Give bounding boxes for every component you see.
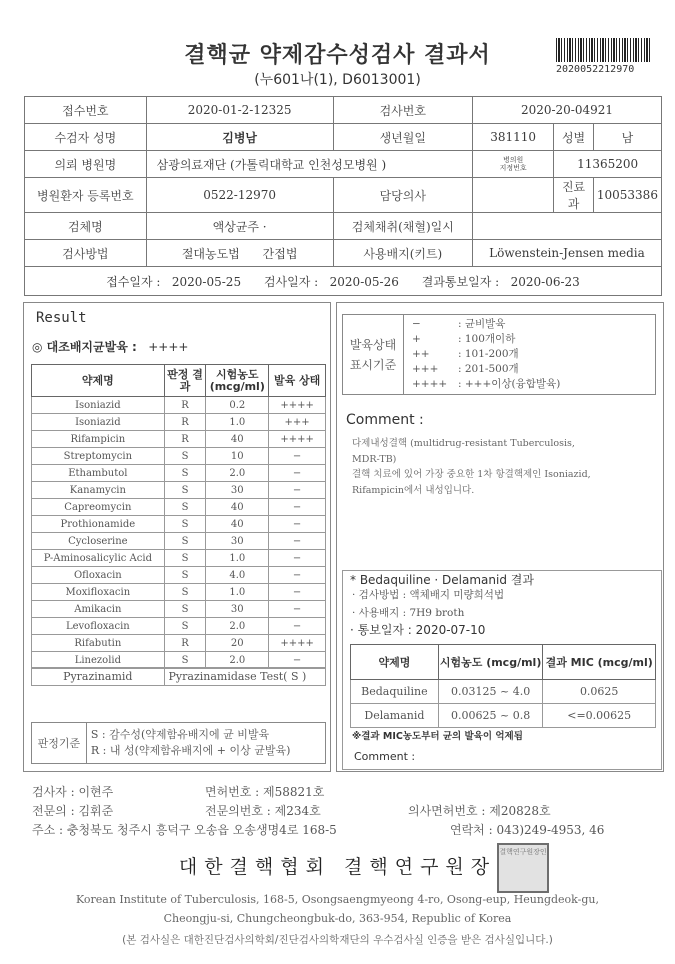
drug-result: S (164, 533, 206, 550)
bd-mic: 0.0625 (543, 680, 656, 704)
table-row (32, 567, 326, 584)
drug-susceptibility-table (31, 364, 326, 669)
drug-concentration: 2.0 (206, 652, 269, 669)
growth-symbol: + (412, 333, 421, 345)
growth-description: : 100개이하 (458, 333, 516, 345)
drug-growth: − (269, 618, 326, 635)
growth-criteria-label: 발육상태 표시기준 (343, 315, 404, 395)
drug-result: S (164, 584, 206, 601)
patient-reg-label: 병원환자 등록번호 (25, 178, 147, 213)
table-row (32, 652, 326, 669)
table-row (351, 680, 656, 704)
table-row (32, 465, 326, 482)
certification-note: (본 검사실은 대한진단검사의학회/진단검사의학재단의 우수검사실 인증을 받은 검사실입니다.) (122, 934, 553, 946)
sex-value: 남 (593, 124, 661, 151)
receipt-no: 2020-01-2-12325 (146, 97, 333, 124)
doctor-value (472, 178, 553, 213)
drug-growth: − (269, 482, 326, 499)
receipt-no-label: 접수번호 (25, 97, 147, 124)
drug-growth: − (269, 601, 326, 618)
comment-text: 다제내성결핵 (multidrug-resistant Tuberculosis, MDR-TB) 결핵 치료에 있어 가장 중요한 1차 항결핵제인 Isoniazid, Rifampicin에서 내성입니다. (352, 438, 591, 496)
drug-result: S (164, 516, 206, 533)
birth-label: 생년월일 (333, 124, 472, 151)
growth-criteria-item (412, 317, 647, 332)
medium-value: Löwenstein-Jensen media (472, 240, 661, 267)
test-no-label: 검사번호 (333, 97, 472, 124)
report-date-label: 결과통보일자 : (421, 274, 500, 289)
col-concentration: 시험농도 (mcg/ml) (206, 365, 269, 397)
collect-label: 검체채취(채혈)일시 (333, 213, 472, 240)
drug-result: S (164, 618, 206, 635)
hospital-code: 11365200 (554, 151, 662, 178)
col-growth: 발육 상태 (269, 365, 326, 397)
growth-symbol: ++ (412, 348, 430, 360)
patient-info-table (24, 96, 662, 296)
drug-name: Moxifloxacin (32, 584, 165, 601)
table-row (32, 397, 326, 414)
table-row (32, 414, 326, 431)
drug-concentration: 30 (206, 601, 269, 618)
specimen-value: 액상균주 · (146, 213, 333, 240)
drug-result: R (164, 397, 206, 414)
table-row (32, 482, 326, 499)
bd-drug: Delamanid (351, 704, 439, 728)
col-drug: 약제명 (32, 365, 165, 397)
hospital-code-label: 병의원 지정번호 (472, 151, 553, 178)
comment-title: Comment : (346, 412, 424, 428)
drug-name: Cycloserine (32, 533, 165, 550)
institute-name: 대한결핵협회 결핵연구원장 (178, 856, 497, 878)
drug-concentration: 1.0 (206, 414, 269, 431)
drug-result: S (164, 567, 206, 584)
table-row (32, 448, 326, 465)
drug-result: S (164, 550, 206, 567)
patient-reg-no: 0522-12970 (146, 178, 333, 213)
barcode-image (556, 38, 652, 62)
table-row (32, 499, 326, 516)
drug-growth: − (269, 567, 326, 584)
drug-result: S (164, 601, 206, 618)
drug-concentration: 4.0 (206, 567, 269, 584)
drug-concentration: 20 (206, 635, 269, 652)
drug-concentration: 1.0 (206, 584, 269, 601)
growth-criteria-item (412, 377, 647, 392)
drug-name: Rifabutin (32, 635, 165, 652)
address-en-2: Cheongju-si, Chungcheongbuk-do, 363-954, Republic of Korea (163, 912, 512, 925)
bd-col-range: 시험농도 (mcg/ml) (438, 645, 543, 680)
growth-criteria-list (404, 315, 656, 395)
drug-name: Amikacin (32, 601, 165, 618)
method-label: 검사방법 (25, 240, 147, 267)
table-row (32, 431, 326, 448)
test-no: 2020-20-04921 (472, 97, 661, 124)
drug-concentration: 1.0 (206, 550, 269, 567)
drug-name: Kanamycin (32, 482, 165, 499)
growth-symbol: − (412, 318, 421, 330)
bd-comment: Comment : (354, 750, 416, 763)
growth-criteria-table (342, 314, 656, 395)
document-title: 결핵균 약제감수성검사 결과서 (184, 43, 491, 68)
criteria-table (31, 722, 326, 764)
bd-note: ※결과 MIC농도부터 균의 발육이 억제됨 (352, 731, 523, 742)
table-row (32, 618, 326, 635)
bd-range: 0.03125 ~ 4.0 (438, 680, 543, 704)
bd-range: 0.00625 ~ 0.8 (438, 704, 543, 728)
drug-concentration: 40 (206, 499, 269, 516)
pyrazinamide-test: Pyrazinamidase Test( S ) (164, 668, 325, 686)
medium-label: 사용배지(키트) (333, 240, 472, 267)
drug-growth: − (269, 533, 326, 550)
table-row (32, 635, 326, 652)
bd-method: · 검사방법 : 액체배지 미량희석법 (352, 589, 505, 601)
drug-name: P-Aminosalicylic Acid (32, 550, 165, 567)
drug-growth: − (269, 465, 326, 482)
table-row (32, 584, 326, 601)
drug-result: S (164, 448, 206, 465)
drug-concentration: 2.0 (206, 465, 269, 482)
table-row (32, 550, 326, 567)
test-date: 2020-05-26 (329, 274, 399, 289)
drug-growth: − (269, 516, 326, 533)
result-title: Result (36, 310, 87, 326)
drug-concentration: 2.0 (206, 618, 269, 635)
bd-mic: <=0.00625 (543, 704, 656, 728)
drug-result: S (164, 499, 206, 516)
table-row (351, 704, 656, 728)
report-date: 2020-06-23 (510, 274, 580, 289)
bd-drug: Bedaquiline (351, 680, 439, 704)
test-date-label: 검사일자 : (263, 274, 319, 289)
criteria-r: R : 내 성(약제함유배지에 + 이상 균발육) (90, 744, 291, 757)
receipt-date: 2020-05-25 (171, 274, 242, 289)
address: 주소 : 충청북도 청주시 흥덕구 오송읍 오송생명4로 168-5 (32, 823, 337, 837)
growth-description: : 201-500개 (458, 363, 519, 375)
dates-row (25, 267, 662, 296)
doctor-label: 담당의사 (333, 178, 472, 213)
drug-concentration: 0.2 (206, 397, 269, 414)
pyrazinamide-label: Pyrazinamid (32, 668, 165, 686)
bd-col-mic: 결과 MIC (mcg/ml) (543, 645, 656, 680)
license-no: 면허번호 : 제58821호 (205, 785, 325, 799)
sex-label: 성별 (554, 124, 594, 151)
drug-growth: ++++ (269, 635, 326, 652)
drug-name: Isoniazid (32, 397, 165, 414)
control-growth-value: ++++ (148, 340, 189, 354)
doctor-license-no: 의사면허번호 : 제20828호 (408, 804, 551, 818)
drug-growth: − (269, 448, 326, 465)
drug-concentration: 30 (206, 533, 269, 550)
drug-result: R (164, 431, 206, 448)
drug-name: Prothionamide (32, 516, 165, 533)
drug-concentration: 30 (206, 482, 269, 499)
drug-growth: − (269, 499, 326, 516)
department-label: 진료과 (554, 178, 594, 213)
criteria-text (86, 723, 325, 764)
hospital-name: 삼광의료재단 (가톨릭대학교 인천성모병원 ) (146, 151, 472, 178)
method-value: 절대농도법 간접법 (146, 240, 333, 267)
drug-name: Capreomycin (32, 499, 165, 516)
drug-concentration: 40 (206, 431, 269, 448)
growth-description: : +++이상(융합발육) (458, 378, 561, 390)
bd-title: * Bedaquiline · Delamanid 결과 (350, 573, 534, 587)
growth-description: : 101-200개 (458, 348, 519, 360)
birth-date: 381110 (472, 124, 553, 151)
drug-growth: − (269, 652, 326, 669)
receipt-date-label: 접수일자 : (106, 274, 161, 289)
drug-name: Ethambutol (32, 465, 165, 482)
table-row (32, 601, 326, 618)
bd-medium: · 사용배지 : 7H9 broth (352, 607, 465, 619)
drug-concentration: 40 (206, 516, 269, 533)
hospital-label: 의뢰 병원명 (25, 151, 147, 178)
criteria-s: S : 감수성(약제함유배지에 균 비발육 (90, 728, 270, 741)
patient-name: 김병남 (146, 124, 333, 151)
address-en-1: Korean Institute of Tuberculosis, 168-5, Osongsaengmyeong 4-ro, Osong-eup, Heungdeok-gu, (75, 893, 599, 906)
drug-growth: − (269, 550, 326, 567)
collect-value (472, 213, 661, 240)
pyrazinamide-row (31, 667, 326, 686)
bd-result-table (350, 644, 656, 728)
drug-concentration: 10 (206, 448, 269, 465)
drug-name: Ofloxacin (32, 567, 165, 584)
criteria-label: 판정기준 (32, 723, 87, 764)
examiner: 검사자 : 이현주 (32, 785, 114, 799)
drug-name: Streptomycin (32, 448, 165, 465)
patient-name-label: 수검자 성명 (25, 124, 147, 151)
drug-name: Isoniazid (32, 414, 165, 431)
bd-notify-date: · 통보일자 : 2020-07-10 (350, 623, 486, 637)
specimen-label: 검체명 (25, 213, 147, 240)
official-seal: 결핵연구원장인 (497, 843, 549, 893)
control-growth: ◎ 대조배지균발육 : ++++ (32, 340, 189, 354)
drug-growth: ++++ (269, 397, 326, 414)
drug-name: Levofloxacin (32, 618, 165, 635)
growth-criteria-item (412, 347, 647, 362)
document-subtitle: (누601나(1), D6013001) (254, 72, 421, 88)
table-row (32, 533, 326, 550)
growth-criteria-item (412, 362, 647, 377)
contact: 연락처 : 043)249-4953, 46 (450, 823, 605, 837)
drug-result: S (164, 465, 206, 482)
table-row (32, 516, 326, 533)
drug-growth: ++++ (269, 431, 326, 448)
drug-name: Linezolid (32, 652, 165, 669)
drug-result: S (164, 652, 206, 669)
growth-description: : 균비발육 (458, 318, 506, 330)
bd-col-drug: 약제명 (351, 645, 439, 680)
department-value: 10053386 (593, 178, 661, 213)
growth-symbol: +++ (412, 363, 439, 375)
drug-growth: − (269, 584, 326, 601)
drug-name: Rifampicin (32, 431, 165, 448)
barcode-number: 2020052212970 (556, 64, 635, 75)
drug-result: R (164, 635, 206, 652)
growth-symbol: ++++ (412, 378, 448, 390)
drug-growth: +++ (269, 414, 326, 431)
growth-criteria-item (412, 332, 647, 347)
specialist: 전문의 : 김휘준 (32, 804, 114, 818)
col-result: 판정 결과 (164, 365, 206, 397)
drug-result: R (164, 414, 206, 431)
specialist-no: 전문의번호 : 제234호 (205, 804, 321, 818)
drug-result: S (164, 482, 206, 499)
